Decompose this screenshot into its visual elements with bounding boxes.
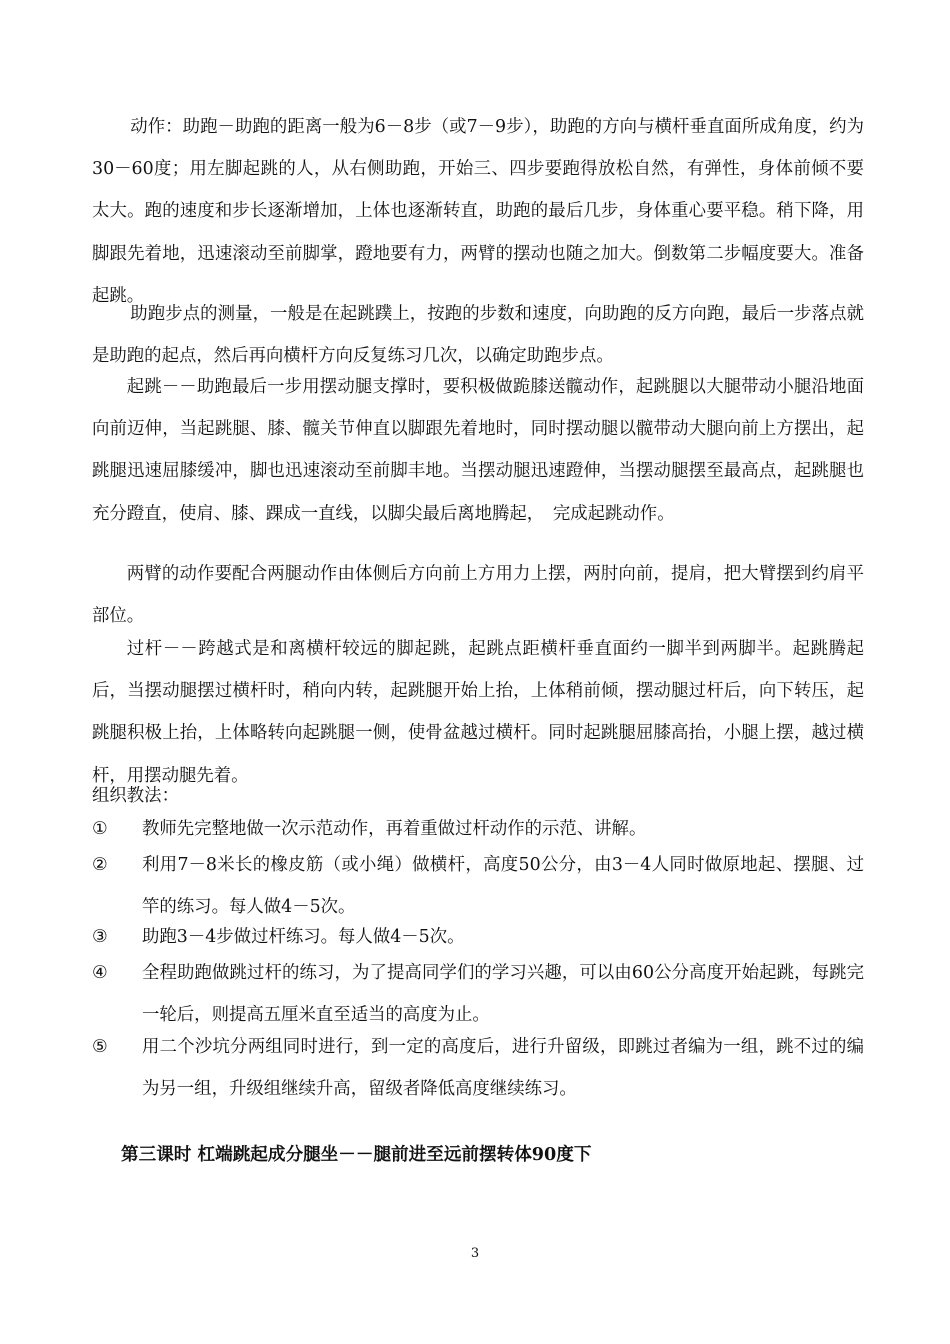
list-text: 助跑3－4步做过杆练习。每人做4－5次。 bbox=[142, 927, 465, 947]
list-item bbox=[92, 1026, 864, 1110]
organization-method-label: 组织教法： bbox=[92, 786, 179, 806]
list-number: ① bbox=[92, 819, 108, 839]
list-item bbox=[92, 952, 864, 1036]
paragraph-bar-clearance: 过杆－－跨越式是和离横杆较远的脚起跳，起跳点距横杆垂直面约一脚半到两脚半。起跳腾起后，当摆动腿摆过横杆时，稍向内转，起跳腿开始上抬，上体稍前倾，摆动腿过杆后，向下转压，起跳腿积极上抬，上体略转向起跳腿一侧，使骨盆越过横杆。同时起跳腿屈膝高抬，小腿上摆，越过横杆，用摆动腿先着。 bbox=[92, 639, 864, 786]
paragraph-arm-action: 两臂的动作要配合两腿动作由体侧后方向前上方用力上摆，两肘向前，提肩，把大臂摆到约肩平部位。 bbox=[92, 564, 864, 627]
list-number: ⑤ bbox=[92, 1037, 108, 1057]
list-number: ② bbox=[92, 855, 108, 875]
paragraph-step-measurement: 助跑步点的测量，一般是在起跳蹼上，按跑的步数和速度，向助跑的反方向跑，最后一步落点就是助跑的起点，然后再向横杆方向反复练习几次，以确定助跑步点。 bbox=[92, 304, 864, 367]
page-number: 3 bbox=[470, 1246, 480, 1261]
list-text: 用二个沙坑分两组同时进行，到一定的高度后，进行升留级，即跳过者编为一组，跳不过的编为另一组，升级组继续升高，留级者降低高度继续练习。 bbox=[142, 1037, 864, 1099]
list-number: ③ bbox=[92, 927, 108, 947]
list-text: 利用7－8米长的橡皮筋（或小绳）做横杆，高度50公分，由3－4人同时做原地起、摆腿、过竿的练习。每人做4－5次。 bbox=[142, 855, 864, 917]
lesson-heading: 第三课时 杠端跳起成分腿坐－－腿前进至远前摆转体90度下 bbox=[121, 1144, 592, 1165]
paragraph-takeoff: 起跳－－助跑最后一步用摆动腿支撑时，要积极做跪膝送髋动作，起跳腿以大腿带动小腿沿地面向前迈伸，当起跳腿、膝、髋关节伸直以脚跟先着地时，同时摆动腿以髋带动大腿向前上方摆出，起跳腿迅速屈膝缓冲，脚也迅速滚动至前脚丰地。当摆动腿迅速蹬伸，当摆动腿摆至最高点，起跳腿也充分蹬直，使肩、膝、踝成一直线，以脚尖最后离地腾起， 完成起跳动作。 bbox=[92, 377, 864, 524]
paragraph-run-up: 动作：助跑－助跑的距离一般为6－8步（或7－9步），助跑的方向与横杆垂直面所成角度，约为30－60度；用左脚起跳的人，从右侧助跑，开始三、四步要跑得放松自然，有弹性，身体前倾不要太大。跑的速度和步长逐渐增加，上体也逐渐转直，助跑的最后几步，身体重心要平稳。稍下降，用脚跟先着地，迅速滚动至前脚掌，蹬地要有力，两臂的摆动也随之加大。倒数第二步幅度要大。准备起跳。 bbox=[92, 117, 864, 306]
list-text: 教师先完整地做一次示范动作，再着重做过杆动作的示范、讲解。 bbox=[142, 819, 647, 839]
list-number: ④ bbox=[92, 963, 108, 983]
list-text: 全程助跑做跳过杆的练习，为了提高同学们的学习兴趣，可以由60公分高度开始起跳，每跳完一轮后，则提高五厘米直至适当的高度为止。 bbox=[142, 963, 864, 1025]
